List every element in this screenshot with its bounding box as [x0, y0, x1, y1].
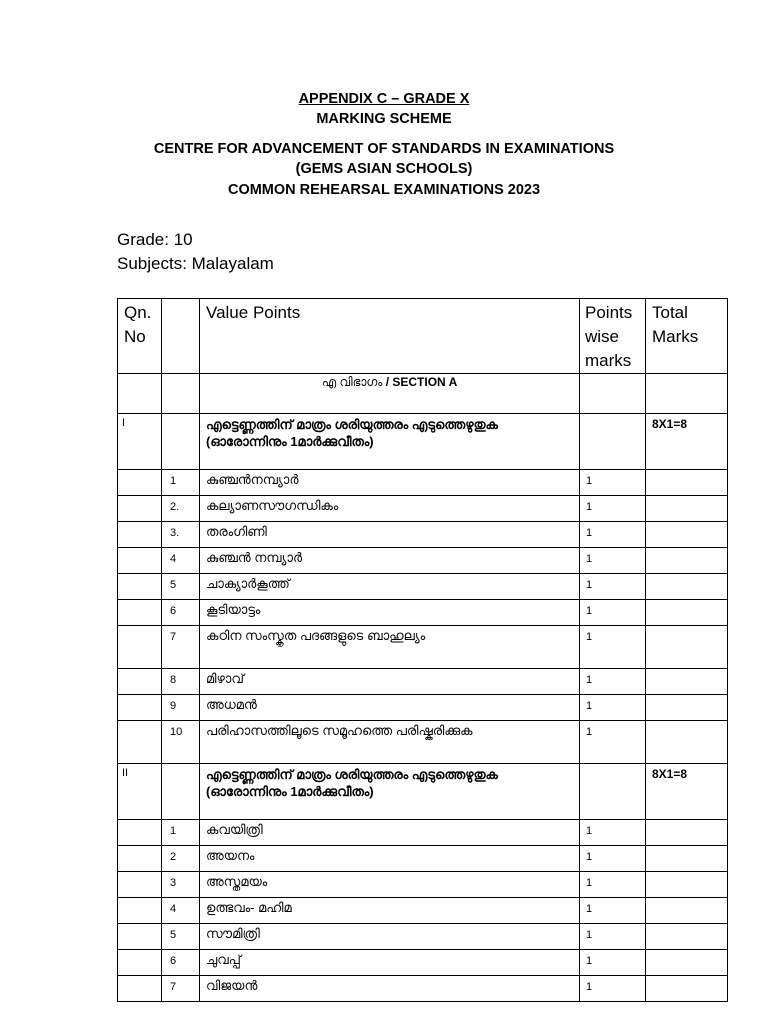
table-row — [118, 872, 728, 898]
row-qno-blank — [118, 872, 162, 898]
header-total-marks: Total Marks — [646, 299, 728, 374]
row-qno-blank — [118, 626, 162, 669]
row-qno-blank — [118, 548, 162, 574]
row-qno-blank — [118, 950, 162, 976]
question-group-row — [118, 764, 728, 820]
subject-label: Subjects: Malayalam — [117, 254, 274, 273]
row-total-blank — [646, 721, 728, 764]
answer-text: കഠിന സംസ്കൃത പദങ്ങളുടെ ബാഹുല്യം — [200, 626, 580, 669]
answer-points: 1 — [580, 820, 646, 846]
row-total-blank — [646, 548, 728, 574]
row-total-blank — [646, 626, 728, 669]
answer-text: കൂടിയാട്ടം — [200, 600, 580, 626]
answer-text: വിജയൻ — [200, 976, 580, 1002]
group-blank — [162, 414, 200, 470]
header-points-wise: Points wise marks — [580, 299, 646, 374]
row-total-blank — [646, 872, 728, 898]
answer-text: ചുവപ്പ് — [200, 950, 580, 976]
answer-text: അധമൻ — [200, 695, 580, 721]
row-qno-blank — [118, 846, 162, 872]
row-total-blank — [646, 846, 728, 872]
answer-points: 1 — [580, 976, 646, 1002]
row-qno-blank — [118, 898, 162, 924]
table-row — [118, 548, 728, 574]
row-qno-blank — [118, 600, 162, 626]
question-instruction: എട്ടെണ്ണത്തിന് മാത്രം ശരിയുത്തരം എടുത്തെഴുതുക (ഓരോന്നിനും 1മാർക്കുവീതം) — [200, 414, 580, 470]
answer-text: അസ്തമയം — [200, 872, 580, 898]
organization-name: CENTRE FOR ADVANCEMENT OF STANDARDS IN EXAMINATIONS — [153, 141, 615, 157]
row-qno-blank — [118, 669, 162, 695]
row-total-blank — [646, 898, 728, 924]
answer-text: തരംഗിണി — [200, 522, 580, 548]
section-title — [200, 374, 580, 414]
answer-number: 3. — [162, 522, 200, 548]
answer-text: കുഞ്ചൻ നമ്പ്യാർ — [200, 548, 580, 574]
answer-points: 1 — [580, 626, 646, 669]
question-number: I — [118, 414, 162, 470]
grade-label: Grade: 10 — [117, 230, 193, 249]
answer-points: 1 — [580, 548, 646, 574]
table-row — [118, 496, 728, 522]
row-total-blank — [646, 820, 728, 846]
answer-points: 1 — [580, 898, 646, 924]
header-value-points: Value Points — [200, 299, 580, 374]
header-blank — [162, 299, 200, 374]
question-instruction: എട്ടെണ്ണത്തിന് മാത്രം ശരിയുത്തരം എടുത്തെഴുതുക (ഓരോന്നിനും 1മാർക്കുവീതം) — [200, 764, 580, 820]
section-title-en: / SECTION A — [382, 375, 458, 389]
row-total-blank — [646, 496, 728, 522]
row-qno-blank — [118, 574, 162, 600]
answer-points: 1 — [580, 669, 646, 695]
exam-name: COMMON REHEARSAL EXAMINATIONS 2023 — [227, 182, 541, 198]
table-row — [118, 976, 728, 1002]
answer-text: കവയിത്രി — [200, 820, 580, 846]
section-title-ml: എ വിഭാഗം — [321, 375, 383, 389]
marking-table — [117, 298, 728, 1002]
row-total-blank — [646, 950, 728, 976]
answer-text: കുഞ്ചൻനമ്പ്യാർ — [200, 470, 580, 496]
section-row — [118, 374, 728, 414]
table-row — [118, 846, 728, 872]
table-body — [118, 414, 728, 1002]
table-row — [118, 574, 728, 600]
answer-number: 7 — [162, 976, 200, 1002]
row-total-blank — [646, 695, 728, 721]
answer-points: 1 — [580, 496, 646, 522]
row-total-blank — [646, 522, 728, 548]
answer-text: സൗമിത്രി — [200, 924, 580, 950]
row-total-blank — [646, 976, 728, 1002]
answer-number: 5 — [162, 574, 200, 600]
answer-text: കല്യാണസൗഗന്ധികം — [200, 496, 580, 522]
answer-number: 8 — [162, 669, 200, 695]
total-marks: 8X1=8 — [646, 764, 728, 820]
row-qno-blank — [118, 496, 162, 522]
total-marks: 8X1=8 — [646, 414, 728, 470]
row-qno-blank — [118, 695, 162, 721]
table-row — [118, 522, 728, 548]
row-qno-blank — [118, 924, 162, 950]
table-row — [118, 626, 728, 669]
answer-number: 6 — [162, 950, 200, 976]
table-row — [118, 924, 728, 950]
answer-number: 1 — [162, 470, 200, 496]
group-blank — [162, 764, 200, 820]
school-name: (GEMS ASIAN SCHOOLS) — [295, 161, 473, 177]
answer-points: 1 — [580, 950, 646, 976]
row-qno-blank — [118, 721, 162, 764]
group-points-blank — [580, 764, 646, 820]
answer-number: 7 — [162, 626, 200, 669]
table-row — [118, 695, 728, 721]
table-header-row — [118, 299, 728, 374]
table-row — [118, 470, 728, 496]
answer-points: 1 — [580, 470, 646, 496]
table-row — [118, 950, 728, 976]
header-qno: Qn. No — [118, 299, 162, 374]
answer-number: 2 — [162, 846, 200, 872]
row-qno-blank — [118, 820, 162, 846]
table-row — [118, 600, 728, 626]
answer-number: 3 — [162, 872, 200, 898]
group-points-blank — [580, 414, 646, 470]
table-row — [118, 898, 728, 924]
answer-points: 1 — [580, 721, 646, 764]
answer-number: 9 — [162, 695, 200, 721]
answer-points: 1 — [580, 924, 646, 950]
row-total-blank — [646, 924, 728, 950]
answer-number: 1 — [162, 820, 200, 846]
marking-scheme-title: MARKING SCHEME — [316, 111, 452, 127]
row-total-blank — [646, 600, 728, 626]
answer-points: 1 — [580, 574, 646, 600]
table-row — [118, 820, 728, 846]
table-row — [118, 721, 728, 764]
table-row — [118, 669, 728, 695]
answer-points: 1 — [580, 846, 646, 872]
answer-number: 6 — [162, 600, 200, 626]
answer-number: 4 — [162, 548, 200, 574]
answer-number: 4 — [162, 898, 200, 924]
answer-text: അയനം — [200, 846, 580, 872]
answer-points: 1 — [580, 695, 646, 721]
answer-text: ഉത്ഭവം- മഹിമ — [200, 898, 580, 924]
answer-points: 1 — [580, 872, 646, 898]
row-total-blank — [646, 669, 728, 695]
row-qno-blank — [118, 976, 162, 1002]
answer-points: 1 — [580, 600, 646, 626]
row-total-blank — [646, 574, 728, 600]
answer-number: 5 — [162, 924, 200, 950]
appendix-title: APPENDIX C – GRADE X — [298, 91, 470, 107]
answer-points: 1 — [580, 522, 646, 548]
answer-number: 10 — [162, 721, 200, 764]
row-total-blank — [646, 470, 728, 496]
answer-number: 2. — [162, 496, 200, 522]
row-qno-blank — [118, 522, 162, 548]
row-qno-blank — [118, 470, 162, 496]
answer-text: മിഴാവ് — [200, 669, 580, 695]
answer-text: പരിഹാസത്തിലൂടെ സമൂഹത്തെ പരിഷ്കരിക്കുക — [200, 721, 580, 764]
answer-text: ചാക്യാർകൂത്ത് — [200, 574, 580, 600]
question-number: II — [118, 764, 162, 820]
question-group-row — [118, 414, 728, 470]
